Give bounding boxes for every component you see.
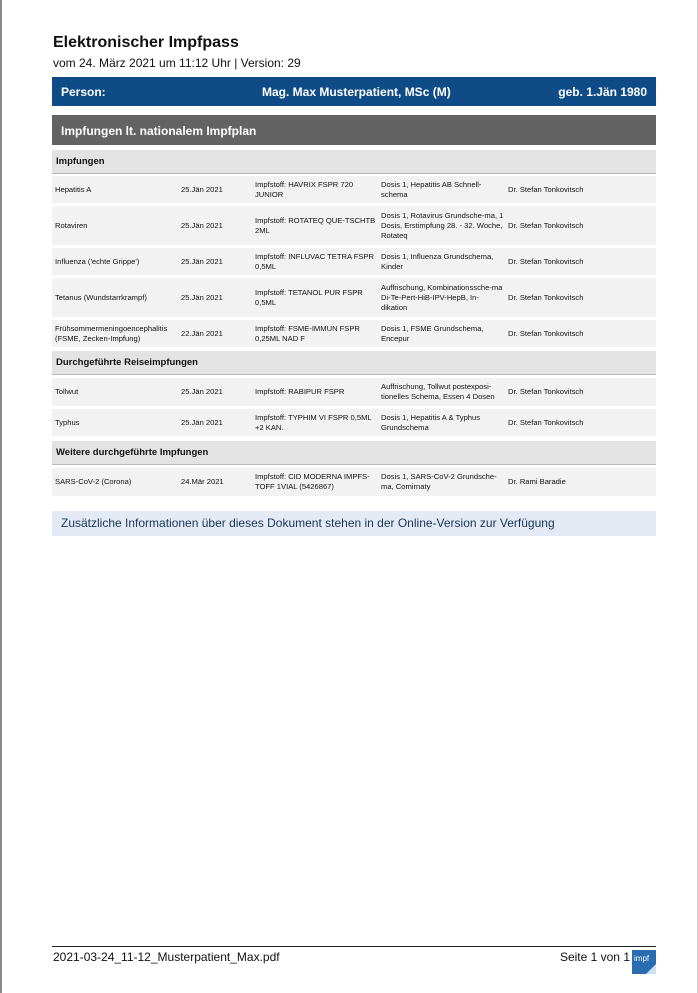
physician: Dr. Stefan Tonkovitsch (508, 184, 584, 194)
dose-scheme: Dosis 1, Hepatitis A & Typhus Grundschema (381, 412, 481, 432)
dose-scheme: Dosis 1, Rotavirus Grundsche-ma, 1 Dosis, Erstimpfung 28. - 32. Woche, Rotateq (381, 210, 504, 240)
vaccination-date: 25.Jän 2021 (181, 184, 223, 194)
vaccine-name: Tollwut (55, 387, 79, 396)
table-row (52, 206, 656, 245)
group-title: Weitere durchgeführte Impfungen (56, 447, 209, 458)
physician: Dr. Stefan Tonkovitsch (508, 292, 584, 302)
logo-fold-icon (646, 964, 656, 974)
footer-page-number: Seite 1 von 1 (559, 950, 630, 964)
vaccine-name: Hepatitis A (55, 184, 92, 194)
table-row (52, 176, 656, 203)
logo-text: impf (634, 954, 650, 963)
table-row (52, 468, 656, 496)
section-header (52, 115, 656, 145)
vaccine-product: Impfstoff: TYPHIM VI FSPR 0,5ML +2 KAN. (255, 412, 372, 432)
vaccine-name: Influenza ('echte Grippe') (55, 256, 140, 266)
person-bar (52, 77, 656, 106)
table-row (52, 378, 656, 406)
vaccine-product: Impfstoff: CID MODERNA IMPFS-TOFF 1VIAL (5426867) (255, 472, 370, 491)
vaccine-name: SARS-CoV-2 (Corona) (55, 477, 132, 486)
document-subtitle: vom 24. März 2021 um 11:12 Uhr | Version: 29 (53, 56, 301, 70)
vaccine-product: Impfstoff: INFLUVAC TETRA FSPR 0,5ML (255, 251, 374, 271)
vaccine-name: Frühsommermeningoencephalitis (FSME, Zecken-Impfung) (55, 323, 168, 343)
vaccine-product: Impfstoff: ROTATEQ QUE-TSCHTB 2ML (255, 215, 376, 235)
vaccine-product: Impfstoff: TETANOL PUR FSPR 0,5ML (255, 287, 363, 307)
vaccination-date: 25.Jän 2021 (181, 417, 223, 427)
physician: Dr. Stefan Tonkovitsch (508, 256, 584, 266)
vaccine-name: Tetanus (Wundstarrkrampf) (55, 292, 147, 302)
online-info-text: Zusätzliche Informationen über dieses Dokument stehen in der Online-Version zur Verfügung (61, 516, 555, 530)
impf-logo (632, 950, 656, 974)
vaccination-date: 25.Jän 2021 (181, 256, 223, 266)
vaccine-product: Impfstoff: HAVRIX FSPR 720 JUNIOR (255, 179, 354, 199)
group-title: Impfungen (56, 156, 105, 167)
document-title: Elektronischer Impfpass (53, 34, 239, 51)
dose-scheme: Dosis 1, Influenza Grundschema, Kinder (381, 251, 494, 271)
group-title: Durchgeführte Reiseimpfungen (56, 357, 198, 368)
table-row (52, 278, 656, 317)
dose-scheme: Auffrischung, Kombinationssche-ma Di-Te-Pert-HiB-IPV-HepB, In-dikation (381, 282, 503, 312)
vaccination-date: 25.Jän 2021 (181, 220, 223, 230)
group-header-reiseimpfungen (52, 351, 656, 375)
group-header-weitere (52, 441, 656, 465)
vaccine-product: Impfstoff: RABIPUR FSPR (255, 387, 345, 396)
vaccine-product: Impfstoff: FSME-IMMUN FSPR 0,25ML NAD F (255, 323, 360, 343)
physician: Dr. Stefan Tonkovitsch (508, 387, 584, 396)
group-header-impfungen (52, 150, 656, 174)
physician: Dr. Stefan Tonkovitsch (508, 417, 584, 427)
vaccination-date: 25.Jän 2021 (181, 292, 223, 302)
table-row (52, 248, 656, 275)
physician: Dr. Stefan Tonkovitsch (508, 220, 584, 230)
dose-scheme: Dosis 1, FSME Grundschema, Encepur (381, 323, 484, 343)
table-row (52, 320, 656, 347)
vaccination-date: 24.Mär 2021 (181, 477, 224, 486)
footer-filename: 2021-03-24_11-12_Musterpatient_Max.pdf (53, 950, 280, 964)
dose-scheme: Auffrischung, Tollwut postexposi-tionelles Schema, Essen 4 Dosen (381, 382, 495, 401)
dose-scheme: Dosis 1, Hepatitis AB Schnell-schema (381, 179, 482, 199)
vaccine-name: Rotaviren (55, 220, 88, 230)
person-birthdate: geb. 1.Jän 1980 (558, 85, 647, 99)
physician: Dr. Stefan Tonkovitsch (508, 328, 584, 338)
dose-scheme: Dosis 1, SARS-CoV-2 Grundsche-ma, Comirnaty (381, 472, 497, 491)
footer-divider (52, 946, 656, 947)
physician: Dr. Rami Baradie (508, 477, 566, 486)
online-info-banner (52, 511, 656, 536)
vaccination-date: 22.Jän 2021 (181, 328, 223, 338)
section-title: Impfungen lt. nationalem Impfplan (61, 124, 257, 138)
person-label: Person: (61, 85, 106, 99)
table-row (52, 409, 656, 436)
person-name: Mag. Max Musterpatient, MSc (M) (262, 85, 451, 99)
page-left-edge (0, 0, 2, 993)
vaccination-date: 25.Jän 2021 (181, 387, 223, 396)
vaccine-name: Typhus (55, 417, 80, 427)
